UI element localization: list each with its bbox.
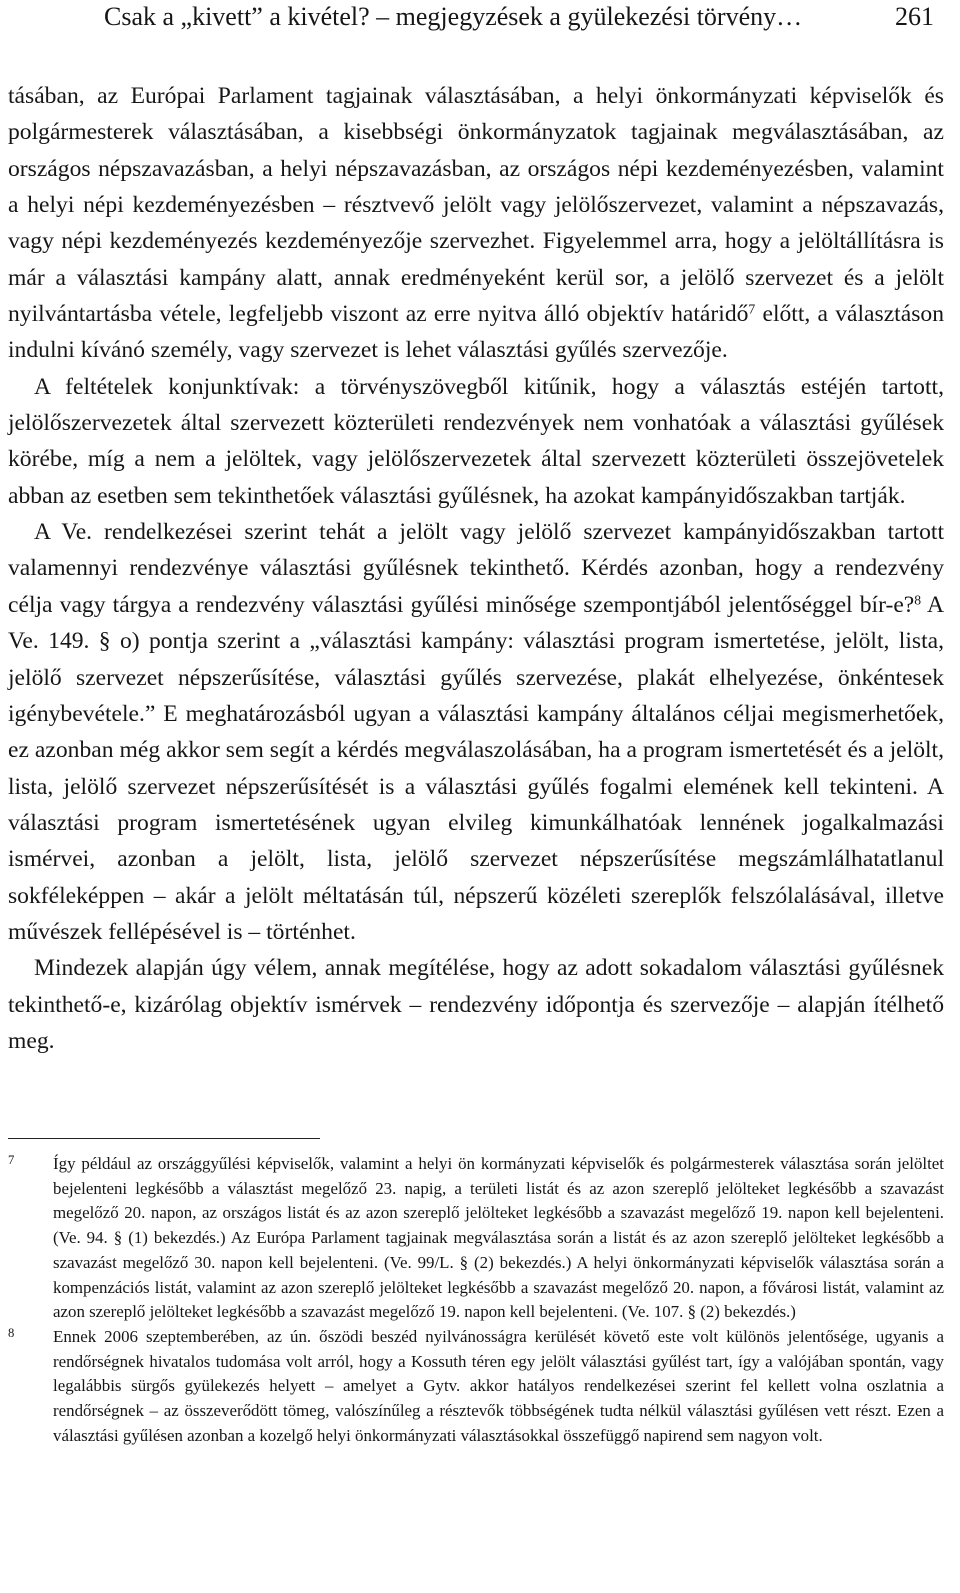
paragraph-2: A feltételek konjunktívak: a törvényszövegből kitűnik, hogy a választás estéjén tartott, jelölőszervezetek által szervezett közterületi rendezvények nem vonhatóak a választási gyűlések körébe, míg a nem a jelöltek, vagy jelölőszervezetek által szervezett közterületi összejövetelek abban az esetben sem tekinthetőek választási gyűlésnek, ha azokat kampányidőszakban tartják. — [8, 373, 944, 509]
footnote-text: Így például az országgyűlési képviselők, valamint a helyi ön kormányzati képviselők és polgármesterek választása során jelöltet bejelenteni legkésőbb a választást megelőző 23. napig, a területi listát és az azon szereplő jelölteket legkésőbb a szavazást megelőző 20. napon, az országos listát és az azon szereplő jelölteket legkésőbb a szavazást megelőző 19. napon kell bejelenteni. (Ve. 94. § (1) bekezdés.) Az Európa Parlament tagjainak megválasztása során a listát és az azon szereplő jelölteket legkésőbb a szavazást megelőző 30. napon kell bejelenteni. (Ve. 99/L. § (2) bekezdés.) A helyi önkormányzati képviselők választása során a kompenzációs listát, valamint az azon szereplő jelölteket legkésőbb a szavazást megelőző 20. napon, a fővárosi listát, valamint az azon szereplő jelölteket legkésőbb a szavazást megelőző 19. napon kell bejelenteni. (Ve. 107. § (2) bekezdés.) — [53, 1154, 944, 1322]
page-number: 261 — [895, 2, 934, 31]
paragraph-3 — [8, 514, 944, 950]
footnote-text: Ennek 2006 szeptemberében, az ún. őszödi beszéd nyilvánosságra kerülését követő este volt különös jelentősége, ugyanis a rendőrségnek hivatalos tudomása volt arról, hogy a Kossuth téren egy jelölt választási gyűlést tart, így a valójában spontán, vagy legalábbis sürgős gyülekezés helyett – amelyet a Gytv. akkor hatályos rendelkezései szerint fel kellett volna oszlatnia a rendőrségnek – az összeverődött tömeg, valószínűleg a résztevők többségének tudta nélkül választási gyűlésen vett részt. Ezen a választási gyűlésen azonban a kozelgő helyi önkormányzati választásokkal összefüggő napirend sem nagyon volt. — [53, 1326, 944, 1445]
footnote-8 — [8, 1325, 944, 1449]
paragraph-3-text-b: A Ve. 149. § o) pontja szerint a „választási kampány: választási program ismertetése, jelölt, lista, jelölő szervezet népszerűsítése, választási gyűlés szervezése, plakát elhelyezése, önkéntesek igénybevétele.” E meghatározásból ugyan a választási kampány általános céljai megismerhetőek, ez azonban még akkor sem segít a kérdés megválaszolásában, ha a program ismertetését és a jelölt, lista, jelölő szervezet népszerűsítését is a választási gyűlés fogalmi elemének kell tekinteni. A választási program ismertetésének ugyan elvileg kimunkálhatóak lennének jogalkalmazási ismérvei, azonban a jelölt, lista, jelölő szervezet népszerűsítése megszámlálhatatlanul sokféleképpen – akár a jelölt méltatásán túl, népszerű közéleti szereplők felszólalásával, illetve művészek fellépésével is – történhet. — [8, 591, 944, 945]
footnotes — [8, 1152, 944, 1448]
paragraph-3-text-a: A Ve. rendelkezései szerint tehát a jelölt vagy jelölő szervezet kampányidőszakban tartott valamennyi rendezvénye választási gyűlésnek tekinthető. Kérdés azonban, hogy a rendezvény célja vagy tárgya a rendezvény választási gyűlési minősége szempontjából jelentőséggel bír-e? — [8, 519, 944, 618]
running-title: Csak a „kivett” a kivétel? – megjegyzések a gyülekezési törvény… — [104, 2, 803, 31]
paragraph-4: Mindezek alapján úgy vélem, annak megítélése, hogy az adott sokadalom választási gyűlésnek tekinthető-e, kizárólag objektív ismérvek – rendezvény időpontja és szervezője – alapján ítélhető meg. — [8, 955, 944, 1054]
footnote-7 — [8, 1152, 944, 1325]
paragraph-1-text-a: tásában, az Európai Parlament tagjainak választásában, a helyi önkormányzati képviselők és polgármesterek választásában, a kisebbségi önkormányzatok tagjainak megválasztásában, az országos népszavazásban, a helyi népszavazásban, az országos népi kezdeményezésben, valamint a helyi népi kezdeményezésben – résztvevő jelölt vagy jelölőszervezet, valamint a népszavazás, vagy népi kezdeményezés kezdeményezője szervezhet. Figyelemmel arra, hogy a jelöltállításra is már a választási kampány alatt, annak eredményeként kerül sor, a jelölő szervezet és a jelölt nyilvántartásba vétele, legfeljebb viszont az erre nyitva álló objektív határidő — [8, 83, 944, 328]
paragraph-1-text-b: előtt, a választáson indulni kívánó személy, vagy szervezet is lehet választási gyűlés szervezője. — [8, 301, 944, 364]
paragraph-1 — [8, 78, 944, 369]
footnote-divider — [8, 1138, 320, 1139]
footnote-ref-7[interactable]: 7 — [748, 301, 756, 317]
body-text — [8, 78, 944, 1059]
footnote-number: 7 — [8, 1153, 15, 1167]
footnote-number: 8 — [8, 1325, 15, 1340]
footnote-ref-8[interactable]: 8 — [914, 592, 922, 608]
running-header — [8, 0, 952, 40]
